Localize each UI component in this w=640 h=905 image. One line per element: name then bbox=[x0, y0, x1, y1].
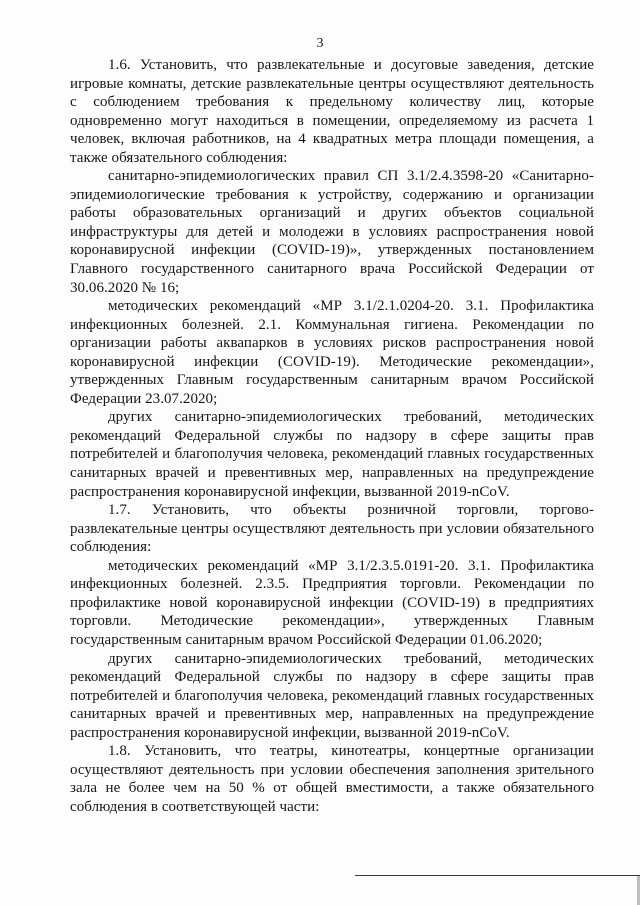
paragraph-other-requirements-1: других санитарно-эпидемиологических требований, методических рекомендаций Федеральной службы по надзору в сфере защиты прав потребителей и благополучия человека, рекомендаций главных государственных санитарных врачей и превентивных мер, направленных на предупреждение распространения коронавирусной инфекции, вызванной 2019-nCoV. bbox=[70, 409, 594, 500]
paragraph-1-6-intro: 1.6. Установить, что развлекательные и досуговые заведения, детские игровые комнаты, детские развлекательные центры осуществляют деятельность с соблюдением требования к предельному количеству лиц, которые одновременно могут находиться в помещении, определяемому из расчета 1 человек, включая работников, на 4 квадратных метра площади помещения, а также обязательного соблюдения: bbox=[70, 57, 594, 166]
page-number: 3 bbox=[316, 36, 324, 51]
document-body bbox=[70, 56, 594, 816]
paragraph-1-7-intro: 1.7. Установить, что объекты розничной торговли, торгово-развлекательные центры осуществляют деятельность при условии обязательного соблюдения: bbox=[70, 502, 594, 556]
paragraph-sanitary-rules-sp-3598: санитарно-эпидемиологических правил СП 3.1/2.4.3598-20 «Санитарно-эпидемиологические требования к устройству, содержанию и организации работы образовательных организаций и других объектов социальной инфраструктуры для детей и молодежи в условиях распространения новой коронавирусной инфекции (COVID-19)», утвержденных постановлением Главного государственного санитарного врача Российской Федерации от 30.06.2020 № 16; bbox=[70, 168, 594, 296]
paragraph-guidelines-mr-0191: методических рекомендаций «МР 3.1/2.3.5.0191-20. 3.1. Профилактика инфекционных болезней. 2.3.5. Предприятия торговли. Рекомендации по профилактике новой коронавирусной инфекции (COVID-19) в предприятиях торговли. Методические рекомендации», утвержденных Главным государственным санитарным врачом Российской Федерации 01.06.2020; bbox=[70, 557, 594, 648]
paragraph-1-8-intro: 1.8. Установить, что театры, кинотеатры, концертные организации осуществляют деятельность при условии обеспечения заполнения зрительного зала не более чем на 50 % от общей вместимости, а также обязательного соблюдения в соответствующей части: bbox=[70, 743, 594, 815]
scan-border-line bbox=[355, 875, 640, 876]
paragraph-other-requirements-2: других санитарно-эпидемиологических требований, методических рекомендаций Федеральной службы по надзору в сфере защиты прав потребителей и благополучия человека, рекомендаций главных государственных санитарных врачей и превентивных мер, направленных на предупреждение распространения коронавирусной инфекции, вызванной 2019-nCoV. bbox=[70, 650, 594, 741]
paragraph-guidelines-mr-0204: методических рекомендаций «МР 3.1/2.1.0204-20. 3.1. Профилактика инфекционных болезней. 2.1. Коммунальная гигиена. Рекомендации по организации работы аквапарков в условиях рисков распространения новой коронавирусной инфекции (COVID-19). Методические рекомендации», утвержденных Главным государственным санитарным врачом Российской Федерации 23.07.2020; bbox=[70, 298, 594, 407]
